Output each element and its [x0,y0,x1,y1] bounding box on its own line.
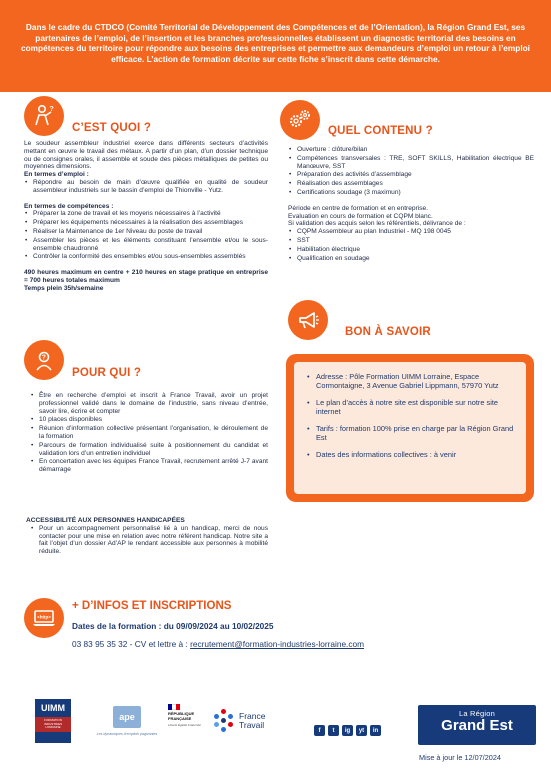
list-item: • Préparer la zone de travail et les moyens nécessaires à l’activité [33,210,268,218]
quoi-hours: 490 heures maximum en centre + 210 heures en stage pratique en entreprise = 700 heures totales maximum [24,269,268,284]
ape-logo [94,706,160,746]
list-item: • Préparation des activités d’assemblage [297,171,534,179]
list-item: • Répondre au besoin de main d’œuvre qualifiée en qualité de soudeur assembleur industriels sur le bassin d’emploi de Thionville - Yutz. [33,179,268,195]
laptop-text: <http> [37,614,51,620]
ft-line-1: France [239,711,266,721]
region-line-2: Grand Est [441,717,513,734]
linkedin-icon[interactable]: in [370,725,381,736]
quoi-comp-heading: En termes de compétences : [24,202,114,210]
instagram-icon[interactable]: ig [342,725,353,736]
list-item: • CQPM Assembleur au plan Industriel - MQ 198 0045 [297,228,534,236]
megaphone-icon [288,300,328,340]
access-list [26,525,268,556]
access-heading: ACCESSIBILITÉ AUX PERSONNES HANDICAPÉES [26,517,185,524]
region-grand-est-logo [418,705,536,745]
quoi-emploi-heading: En termes d’emploi : [24,171,89,179]
list-item: • Contrôler la conformité des ensembles et/ou sous-ensembles assemblés [33,253,268,261]
infos-title: + D’INFOS ET INSCRIPTIONS [72,600,232,612]
qui-body [30,392,268,475]
flag-icon [168,704,180,710]
contenu-para-3: Si validation des acquis selon les référentiels, délivrance de : [288,220,466,228]
list-item: • Tarifs : formation 100% prise en charge par la Région Grand Est [316,424,516,442]
quoi-title: C’EST QUOI ? [72,122,152,134]
list-item: • Être en recherche d’emploi et inscrit à France Travail, avoir un projet professionnel validé dans le domaine de l’industrie, sans niveau d’entrée, savoir lire, écrire et compter [39,392,268,415]
rf-motto: Liberté Égalité Fraternité [168,723,201,728]
svg-text:?: ? [49,106,54,113]
quoi-hours-2: Temps plein 35h/semaine [24,284,104,292]
list-item: • Compétences transversales : TRE, SOFT SKILLS, Habilitation électrique BE Manœuvre, SST [297,155,534,171]
qui-title: POUR QUI ? [72,367,142,379]
savoir-inner [294,362,526,494]
uimm-logo-sub: FORMATION INDUSTRIES LORRAINE [35,717,71,732]
list-item: • Parcours de formation individualisé suite à positionnement du candidat et validation lors d’un entretien individuel [39,442,268,458]
list-item: • Pour un accompagnement personnalisé lié à un handicap, merci de nous contacter pour une mise en relation avec notre référent handicap. Notre site a fait l’objet d’un dossier Ad’AP le rendant accessible aux personnes à mobilité réduite. [39,525,268,556]
list-item: • SST [297,237,534,245]
contenu-para-1: Période en centre de formation et en entreprise. [288,204,429,212]
ape-logo-box: ape [113,706,141,728]
list-item: • En concertation avec les équipes France Travail, recrutement arrêté J-7 avant démarrage [39,458,268,474]
twitter-icon[interactable]: t [328,725,339,736]
savoir-box [286,354,534,502]
list-item: • Réaliser la Maintenance de 1er Niveau du poste de travail [33,228,268,236]
list-item: • Réalisation des assemblages [297,180,534,188]
svg-text:?: ? [41,354,46,362]
quoi-intro: Le soudeur assembleur industriel exerce dans différents secteurs d’activités mettant en œuvre le travail des métaux. A partir d’un plan, d’un dossier technique ou de consignes orales, il assemble et soude des pièces métalliques de petites ou moyennes dimensions. [24,140,268,171]
contact-line [72,639,364,649]
region-line-1: La Région [459,709,495,718]
list-item: • Adresse : Pôle Formation UIMM Lorraine, Espace Cormontaigne, 3 Avenue Gabriel Lippmann, 57970 Yutz [316,372,516,390]
person-question-icon [24,96,64,136]
computer-http-icon [24,598,64,638]
quoi-body [24,140,268,293]
email-link[interactable]: recrutement@formation-industries-lorraine.com [190,639,365,649]
banner-text: Dans le cadre du CTDCO (Comité Territorial de Développement des Compétences et de l’Orientation), la Région Grand Est, ses partenaires de l’emploi, de l’insertion et les branches professionnelles établissent un diagnostic territorial des besoins en compétences du territoire pour répondre aux besoins des entreprises et permettre aux demandeurs d’emploi un retour à l’emploi efficace. L’action de formation décrite sur cette fiche s’inscrit dans cette démarche. [20,22,530,64]
uimm-logo-text: UIMM [41,703,65,713]
france-travail-logo [212,708,282,734]
contenu-cert-list [288,228,534,262]
savoir-title: BON À SAVOIR [345,326,431,338]
contenu-title: QUEL CONTENU ? [328,125,433,137]
rf-line-2: FRANÇAISE [168,715,192,721]
quoi-emploi-list [24,179,268,195]
france-travail-dots-icon [212,709,236,733]
contenu-para-2: Evaluation en cours de formation et CQPM blanc. [288,212,433,220]
rf-line-1: RÉPUBLIQUE [168,711,195,716]
ft-line-2: Travail [239,720,265,730]
intro-banner [0,0,551,92]
ape-logo-tag: Les dynamiques d’emplois pagivantes [96,732,158,736]
youtube-icon[interactable]: yt [356,725,367,736]
formation-dates: Dates de la formation : du 09/09/2024 au 10/02/2025 [72,621,274,631]
list-item: • Assembler les pièces et les éléments constituant l’ensemble et/ou le sous- ensemble chaudronné [33,237,268,253]
list-item: • Réunion d’information collective présentant l’organisation, le déroulement de la formation [39,425,268,441]
savoir-list [306,372,516,459]
contenu-list [288,146,534,197]
list-item: • Habilitation électrique [297,246,534,254]
qui-list [30,392,268,474]
list-item: • Le plan d’accès à notre site est disponible sur notre site internet [316,398,516,416]
person-question-icon [24,340,64,380]
republique-francaise-logo [168,704,208,744]
list-item: • 10 places disponibles [39,416,268,424]
gears-icon [280,100,320,140]
facebook-icon[interactable]: f [314,725,325,736]
social-links [314,725,381,736]
update-date: Mise à jour le 12/07/2024 [419,753,501,762]
access-body [26,517,268,557]
list-item: • Qualification en soudage [297,255,534,263]
list-item: • Ouverture : clôture/bilan [297,146,534,154]
contenu-body [288,146,534,263]
contact-phone: 03 83 95 35 32 - CV et lettre à : [72,639,191,649]
quoi-comp-list [24,210,268,261]
list-item: • Dates des informations collectives : à venir [316,450,516,459]
list-item: • Préparer les équipements nécessaires à la réalisation des assemblages [33,219,268,227]
uimm-logo [35,699,71,743]
list-item: • Certifications soudage (3 maximun) [297,189,534,197]
